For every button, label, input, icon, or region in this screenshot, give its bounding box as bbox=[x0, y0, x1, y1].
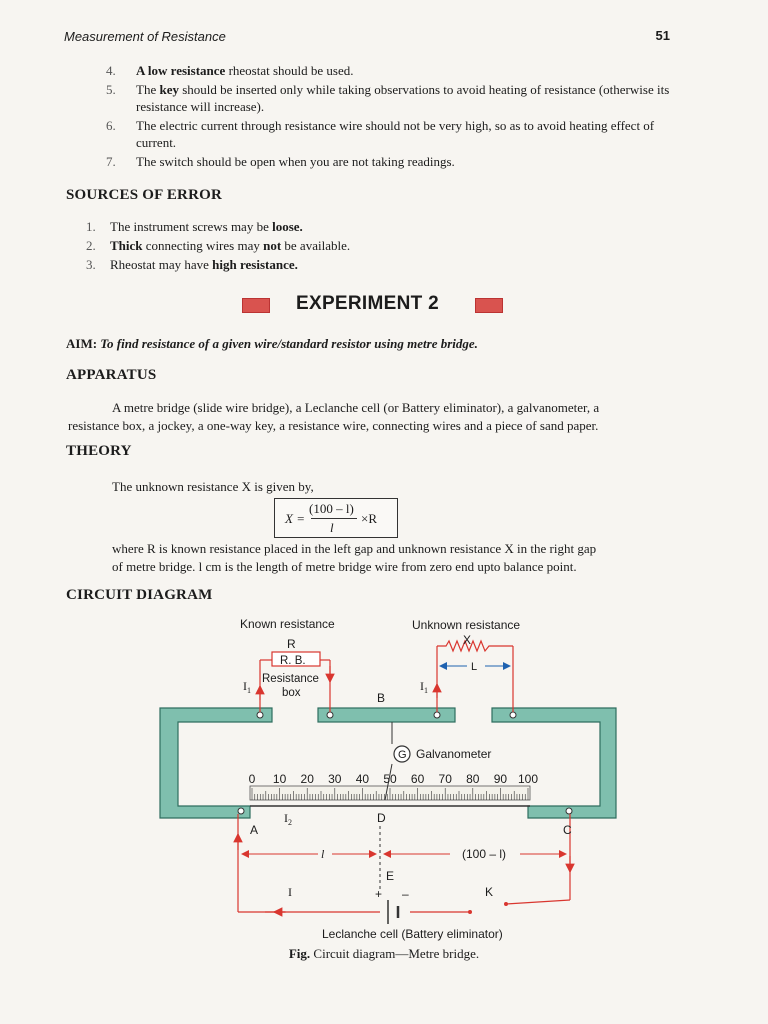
formula-rhs: ×R bbox=[361, 511, 378, 526]
scale-label-50: 50 bbox=[383, 772, 397, 786]
precaution-number: 5. bbox=[106, 82, 116, 97]
theory-heading: THEORY bbox=[66, 443, 132, 459]
circuit-svg bbox=[0, 600, 768, 980]
banner-marker-left bbox=[242, 298, 270, 313]
scale-label-10: 10 bbox=[272, 772, 287, 786]
error-source-item-2 bbox=[0, 236, 350, 255]
unknown-resistance-wire bbox=[437, 641, 513, 712]
aim-statement bbox=[66, 336, 478, 352]
error-source-number: 2. bbox=[86, 238, 96, 253]
experiment-title: EXPERIMENT 2 bbox=[296, 293, 439, 314]
precaution-text: The switch should be open when you are not taking readings. bbox=[136, 154, 455, 169]
point-C-label: C bbox=[563, 823, 572, 837]
precaution-number: 6. bbox=[106, 118, 116, 133]
apparatus-heading: APPARATUS bbox=[66, 367, 157, 383]
precaution-item-2 bbox=[0, 81, 676, 115]
galvanometer-symbol: G bbox=[398, 749, 407, 761]
known-resistance-symbol: R bbox=[287, 637, 296, 651]
resistance-box-label: Resistance bbox=[262, 673, 319, 685]
scale-label-40: 40 bbox=[355, 772, 370, 786]
theory-line-1: where R is known resistance placed in the left gap and unknown resistance X in the right gap bbox=[112, 541, 597, 556]
scale-label-30: 30 bbox=[328, 772, 342, 786]
current-I1-right: $I_1$ bbox=[420, 679, 428, 695]
length-L-label: L bbox=[471, 661, 478, 673]
error-source-text: The instrument screws may be loose. bbox=[110, 219, 303, 234]
theory-intro: The unknown resistance X is given by, bbox=[112, 479, 314, 494]
error-source-number: 1. bbox=[86, 219, 96, 234]
banner-marker-right bbox=[475, 298, 503, 313]
error-source-item-3 bbox=[0, 255, 350, 274]
current-I2-label: $I_2$ bbox=[284, 811, 292, 827]
metre-scale bbox=[250, 786, 530, 806]
scale-label-100: 100 bbox=[517, 772, 539, 786]
figure-caption-text: Circuit diagram—Metre bridge. bbox=[310, 946, 480, 961]
precaution-item-3 bbox=[0, 117, 676, 151]
unknown-resistance-symbol: X bbox=[463, 633, 472, 647]
cell-E-label: E bbox=[386, 869, 395, 883]
bridge-strips bbox=[160, 708, 616, 818]
page-number: 51 bbox=[655, 28, 670, 43]
box-label: box bbox=[282, 687, 301, 699]
precautions-list bbox=[0, 62, 676, 172]
rb-label: R. B. bbox=[280, 655, 306, 667]
experiment-banner bbox=[0, 292, 768, 320]
current-I1-left: $I_1$ bbox=[243, 679, 251, 695]
error-source-number: 3. bbox=[86, 257, 96, 272]
scale-label-70: 70 bbox=[438, 772, 452, 786]
jockey-point-D-label: D bbox=[377, 811, 386, 825]
galvanometer-label: Galvanometer bbox=[416, 747, 492, 761]
formula-numerator: (100 – l) bbox=[309, 501, 354, 516]
point-A-label: A bbox=[250, 823, 259, 837]
battery-circuit bbox=[238, 814, 570, 924]
known-resistance-label: Known resistance bbox=[240, 617, 335, 631]
scale-label-0: 0 bbox=[248, 772, 256, 786]
aim-text: To find resistance of a given wire/standard resistor using metre bridge. bbox=[100, 336, 478, 351]
cell-minus-sign: – bbox=[402, 887, 409, 901]
apparatus-line-2: resistance box, a jockey, a one-way key, a resistance wire, connecting wires and a piece of sand paper. bbox=[68, 418, 599, 433]
precaution-number: 4. bbox=[106, 63, 116, 78]
length-l-label: l bbox=[321, 847, 325, 861]
running-title: Measurement of Resistance bbox=[64, 29, 226, 44]
scale-label-80: 80 bbox=[466, 772, 480, 786]
resistance-formula bbox=[274, 498, 398, 538]
error-source-text: Rheostat may have high resistance. bbox=[110, 257, 298, 272]
precaution-text: The key should be inserted only while taking observations to avoid heating of resistance (otherwise its resistance will increase). bbox=[136, 82, 670, 114]
formula-lhs: X = bbox=[285, 511, 305, 526]
scale-label-90: 90 bbox=[493, 772, 508, 786]
fraction-bar bbox=[311, 518, 357, 519]
key-K-label: K bbox=[485, 885, 494, 899]
precaution-text: A low resistance rheostat should be used. bbox=[136, 63, 354, 78]
metre-bridge-diagram bbox=[0, 600, 768, 980]
figure-caption-label: Fig. bbox=[288, 946, 311, 961]
error-source-item-1 bbox=[0, 217, 350, 236]
current-I-label: I bbox=[288, 885, 292, 899]
formula-denominator: l bbox=[330, 520, 334, 535]
error-source-text: Thick connecting wires may not be available. bbox=[110, 238, 351, 253]
length-100-minus-l-label: (100 – l) bbox=[462, 847, 507, 861]
precaution-item-4 bbox=[0, 153, 676, 170]
unknown-resistance-label: Unknown resistance bbox=[412, 618, 521, 632]
figure-caption bbox=[0, 946, 768, 962]
junction-B-label: B bbox=[377, 691, 386, 705]
aim-label: AIM: bbox=[66, 336, 98, 351]
apparatus-line-1: A metre bridge (slide wire bridge), a Leclanche cell (or Battery eliminator), a galvanometer, a bbox=[112, 400, 600, 415]
sources-of-error-list bbox=[0, 217, 350, 274]
precaution-text: The electric current through resistance wire should not be very high, so as to avoid heating effect of current. bbox=[136, 118, 655, 150]
scale-label-60: 60 bbox=[410, 772, 425, 786]
sources-of-error-heading: SOURCES OF ERROR bbox=[66, 187, 222, 203]
precaution-number: 7. bbox=[106, 154, 116, 169]
leclanche-cell-label: Leclanche cell (Battery eliminator) bbox=[322, 927, 503, 941]
precaution-item-1 bbox=[0, 62, 676, 79]
circuit-diagram-heading: CIRCUIT DIAGRAM bbox=[66, 587, 213, 603]
theory-line-2: of metre bridge. l cm is the length of metre bridge wire from zero end upto balance point. bbox=[112, 559, 577, 574]
scale-label-20: 20 bbox=[300, 772, 314, 786]
cell-plus-sign: + bbox=[375, 887, 383, 901]
